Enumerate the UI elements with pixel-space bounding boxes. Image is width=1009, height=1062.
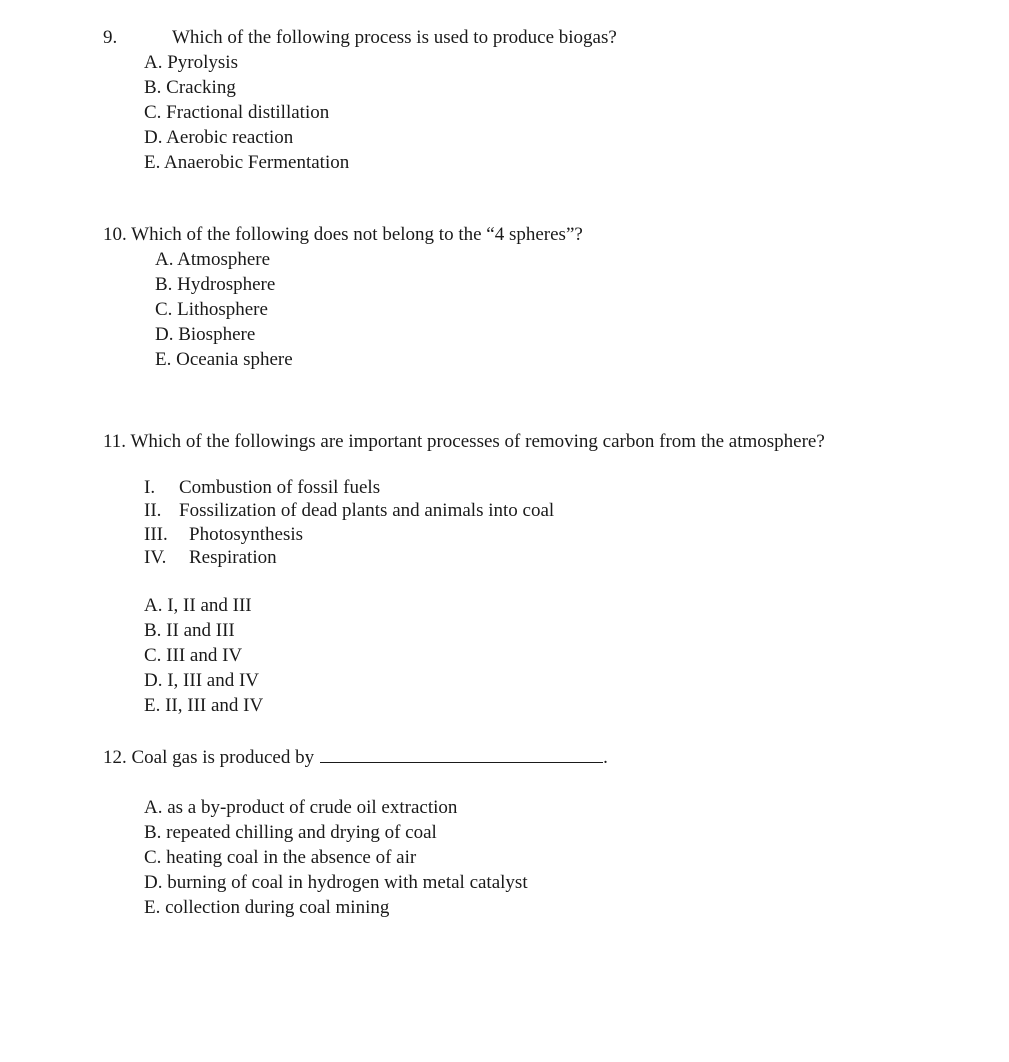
question-9-text: Which of the following process is used to produce biogas? (172, 27, 617, 48)
statement-text: Fossilization of dead plants and animals into coal (179, 500, 555, 521)
answer-blank-line (320, 748, 603, 763)
statement-numeral: I. (144, 477, 156, 498)
question-9-option-e: E. Anaerobic Fermentation (144, 152, 350, 173)
statement-numeral: IV. (144, 547, 167, 568)
question-11-option-b: B. II and III (144, 620, 235, 641)
question-9-option-b: B. Cracking (144, 77, 236, 98)
question-12-stem (103, 747, 608, 769)
statement-text: Photosynthesis (189, 524, 304, 545)
question-10-option-a: A. Atmosphere (155, 249, 271, 270)
question-12-option-d: D. burning of coal in hydrogen with metal catalyst (144, 872, 528, 893)
statement-numeral: III. (144, 524, 168, 545)
question-10-option-c: C. Lithosphere (155, 299, 268, 320)
question-12-option-c: C. heating coal in the absence of air (144, 847, 417, 868)
question-10-option-e: E. Oceania sphere (155, 349, 293, 370)
statement-text: Respiration (189, 547, 277, 568)
question-9-option-a: A. Pyrolysis (144, 52, 238, 73)
question-9-number: 9. (103, 27, 118, 48)
question-10-option-b: B. Hydrosphere (155, 274, 276, 295)
question-11-option-c: C. III and IV (144, 645, 243, 666)
statement-text: Combustion of fossil fuels (179, 477, 381, 498)
question-11-option-d: D. I, III and IV (144, 670, 260, 691)
question-10-text: 10. Which of the following does not belong to the “4 spheres”? (103, 224, 583, 245)
question-11-option-a: A. I, II and III (144, 595, 252, 616)
question-11-text: 11. Which of the followings are important processes of removing carbon from the atmosphere? (103, 431, 825, 452)
question-9-option-c: C. Fractional distillation (144, 102, 330, 123)
question-12-option-a: A. as a by-product of crude oil extraction (144, 797, 458, 818)
question-10-option-d: D. Biosphere (155, 324, 256, 345)
question-11-option-e: E. II, III and IV (144, 695, 264, 716)
question-9-option-d: D. Aerobic reaction (144, 127, 294, 148)
question-12-text: 12. Coal gas is produced by (103, 747, 315, 768)
statement-numeral: II. (144, 500, 162, 521)
question-12-blank-end: . (603, 747, 608, 768)
question-12-option-e: E. collection during coal mining (144, 897, 390, 918)
question-12-option-b: B. repeated chilling and drying of coal (144, 822, 437, 843)
